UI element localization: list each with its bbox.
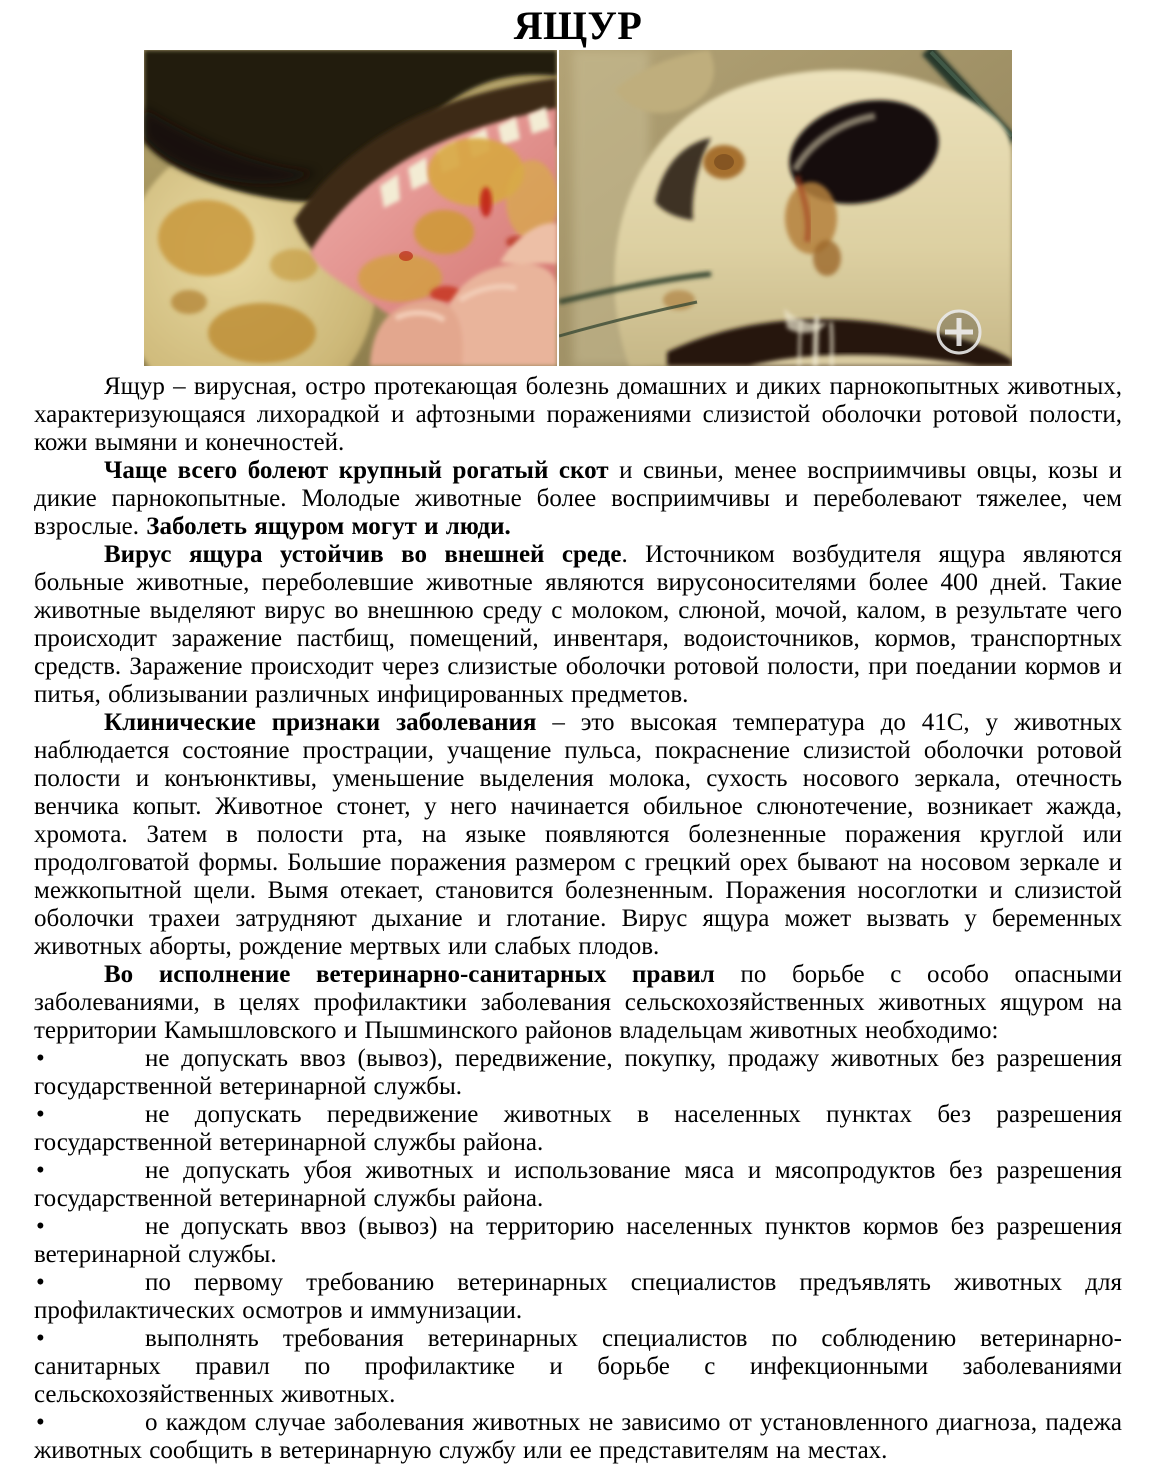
bullet-marker: • xyxy=(36,1101,45,1128)
bullet-item xyxy=(34,1101,1122,1157)
bullet-marker: • xyxy=(36,1213,45,1240)
paragraph-text: и свиньи, менее восприимчивы овцы, козы и дикие парнокопытные. Молодые животные более восприимчивы и переболевают тяжелее, чем взрослые. xyxy=(34,457,1122,540)
bullet-text: о каждом случае заболевания животных не зависимо от установленного диагноза, падежа животных сообщить в ветеринарную службу или ее представителям на местах. xyxy=(34,1409,1122,1464)
bullet-text: не допускать ввоз (вывоз), передвижение, покупку, продажу животных без разрешения государственной ветеринарной службы. xyxy=(34,1045,1122,1100)
body-text xyxy=(34,373,1122,1465)
paragraph-text-bold: Вирус ящура устойчив во внешней среде xyxy=(104,541,622,568)
bullet-marker: • xyxy=(36,1409,45,1436)
photo-muzzle-lesions xyxy=(559,50,1012,366)
paragraph-text: – это высокая температура до 41С, у животных наблюдается состояние прострации, учащение пульса, покраснение слизистой оболочки ротовой полости и конъюнктивы, уменьшение выделения молока, сухость носового зеркала, отечность венчика копыт. Животное стонет, у него начинается обильное слюнотечение, возникает жажда, хромота. Затем в полости рта, на языке появляются болезненные поражения круглой или продолговатой формы. Большие поражения размером с грецкий орех бывают на носовом зеркале и межкопытной щели. Вымя отекает, становится болезненным. Поражения носоглотки и слизистой оболочки трахеи затрудняют дыхание и глотание. Вирус ящура может вызвать у беременных животных аборты, рождение мертвых или слабых плодов. xyxy=(34,709,1122,960)
bullet-item xyxy=(34,1269,1122,1325)
bullet-text: выполнять требования ветеринарных специалистов по соблюдению ветеринарно- санитарных правил по профилактике и борьбе с инфекционными заболеваниями сельскохозяйственных животных. xyxy=(34,1325,1122,1408)
paragraph-text-bold: Чаще всего болеют крупный рогатый скот xyxy=(104,457,609,484)
bullet-marker: • xyxy=(36,1269,45,1296)
bullet-item xyxy=(34,1157,1122,1213)
bullet-item xyxy=(34,1409,1122,1465)
photo-row xyxy=(144,50,1012,366)
paragraph-susceptibility xyxy=(34,457,1122,541)
bullet-item xyxy=(34,1045,1122,1101)
paragraph-text: по борьбе с особо опасными заболеваниями, в целях профилактики заболевания сельскохозяйственных животных ящуром на территории Камышловского и Пышминского районов владельцам животных необходимо: xyxy=(34,961,1122,1044)
paragraph-text-bold: Клинические признаки заболевания xyxy=(104,709,537,736)
paragraph-text: Ящур – вирусная, остро протекающая болезнь домашних и диких парнокопытных животных, характеризующаяся лихорадкой и афтозными поражениями слизистой оболочки ротовой полости, кожи вымяни и конечностей. xyxy=(34,373,1122,456)
bullet-marker: • xyxy=(36,1325,45,1352)
paragraph-regulations xyxy=(34,961,1122,1045)
bullet-item xyxy=(34,1213,1122,1269)
paragraph-virus-persistence xyxy=(34,541,1122,709)
paragraph-text-bold: Во исполнение ветеринарно-санитарных правил xyxy=(104,961,715,988)
bullet-text: не допускать убоя животных и использование мяса и мясопродуктов без разрешения государственной ветеринарной службы района. xyxy=(34,1157,1122,1212)
paragraph-text: . Источником возбудителя ящура являются больные животные, переболевшие животные являются вирусоносителями более 400 дней. Такие животные выделяют вирус во внешнюю среду с молоком, слюной, мочой, калом, в результате чего происходит заражение пастбищ, помещений, инвентаря, водоисточников, кормов, транспортных средств. Заражение происходит через слизистые оболочки ротовой полости, при поедании кормов и питья, облизывании различных инфицированных предметов. xyxy=(34,541,1122,708)
paragraph-text-bold: Заболеть ящуром могут и люди. xyxy=(146,513,511,540)
page-title: ЯЩУР xyxy=(513,3,643,48)
bullet-marker: • xyxy=(36,1157,45,1184)
bullet-text: не допускать передвижение животных в населенных пунктах без разрешения государственной ветеринарной службы района. xyxy=(34,1101,1122,1156)
bullet-item xyxy=(34,1325,1122,1409)
bullet-text: по первому требованию ветеринарных специалистов предъявлять животных для профилактических осмотров и иммунизации. xyxy=(34,1269,1122,1324)
bullet-text: не допускать ввоз (вывоз) на территорию населенных пунктов кормов без разрешения ветеринарной службы. xyxy=(34,1213,1122,1268)
bullet-marker: • xyxy=(36,1045,45,1072)
paragraph-clinical-signs xyxy=(34,709,1122,961)
paragraph-intro xyxy=(34,373,1122,457)
photo-mouth-lesions xyxy=(144,50,557,366)
bayer-logo-watermark-icon xyxy=(938,311,980,353)
